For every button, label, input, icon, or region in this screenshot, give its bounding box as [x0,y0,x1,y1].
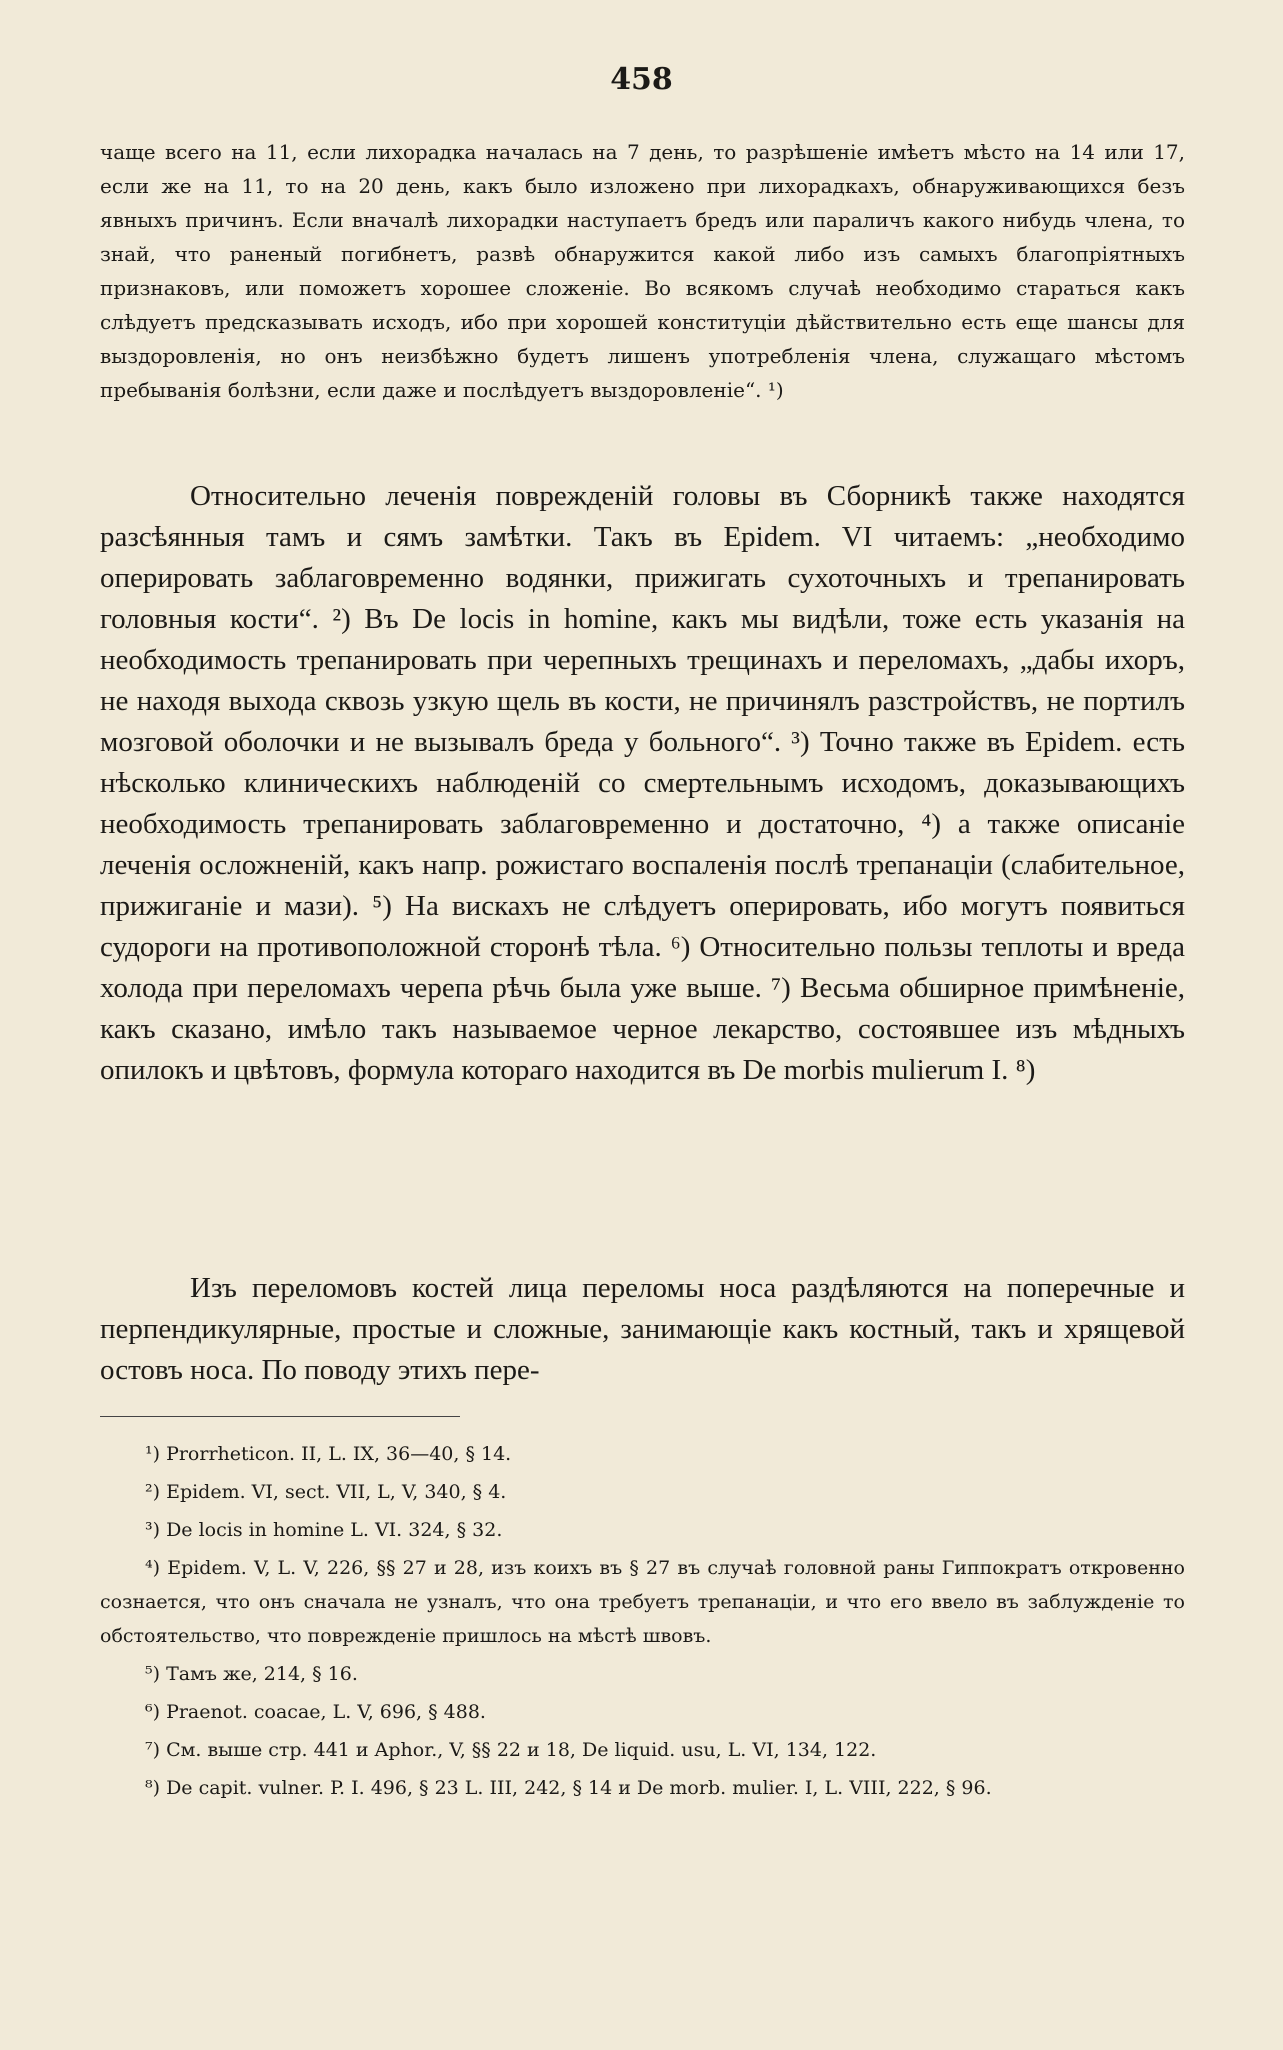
footnote-5: ⁵) Тамъ же, 214, § 16. [145,1663,358,1685]
paragraph-1: чаще всего на 11, если лихорадка началась на 7 день, то разрѣшеніе имѣетъ мѣсто на 14 или 17, если же на 11, то на 20 день, какъ было изложено при лихорадкахъ, обнаруживающихся безъ явныхъ причинъ. Если вначалѣ лихорадки наступаетъ бредъ или параличъ какого нибудь члена, то знай, что раненый погибнетъ, развѣ обнаружится какой либо изъ самыхъ благопріятныхъ признаковъ, или поможетъ хорошее сложеніе. Во всякомъ случаѣ необходимо стараться какъ слѣдуетъ предсказывать исходъ, ибо при хорошей конституціи дѣйствительно есть еще шансы для выздоровленія, но онъ неизбѣжно будетъ лишенъ употребленія члена, служащаго мѣстомъ пребыванія болѣзни, если даже и послѣдуетъ выздоровленіе“. ¹) [100,140,1185,402]
footnote-8: ⁸) De capit. vulner. P. I. 496, § 23 L. III, 242, § 14 и De morb. mulier. I, L. VIII, 222, § 96. [145,1777,992,1799]
footnote-4: ⁴) Epidem. V, L. V, 226, §§ 27 и 28, изъ коихъ въ § 27 въ случаѣ головной раны Гиппократъ откровенно сознается, что онъ сначала не узналъ, что она требуетъ трепанаціи, и что его ввело въ заблужденіе то обстоятельство, что поврежденіе пришлось на мѣстѣ швовъ. [100,1557,1185,1647]
footnote-divider [100,1416,460,1417]
page-number: 458 [610,62,673,97]
footnote-7: ⁷) См. выше стр. 441 и Aphor., V, §§ 22 и 18, De liquid. usu, L. VI, 134, 122. [145,1739,877,1761]
footnote-3: ³) De locis in homine L. VI. 324, § 32. [145,1519,503,1541]
paragraph-2: Относительно леченія поврежденій головы въ Сборникѣ также находятся разсѣянныя тамъ и сямъ замѣтки. Такъ въ Epidem. VI читаемъ: „необходимо оперировать заблаговременно водянки, прижигать сухоточныхъ и трепанировать головныя кости“. ²) Въ De locis in homine, какъ мы видѣли, тоже есть указанія на необходимость трепанировать при черепныхъ трещинахъ и переломахъ, „дабы ихоръ, не находя выхода сквозь узкую щель въ кости, не причинялъ разстройствъ, не портилъ мозговой оболочки и не вызывалъ бреда у больного“. ³) Точно также въ Epidem. есть нѣсколько клиническихъ наблюденій со смертельнымъ исходомъ, доказывающихъ необходимость трепанировать заблаговременно и достаточно, ⁴) а также описаніе леченія осложненій, какъ напр. рожистаго воспаленія послѣ трепанаціи (слабительное, прижиганіе и мази). ⁵) На вискахъ не слѣдуетъ оперировать, ибо могутъ появиться судороги на противоположной сторонѣ тѣла. ⁶) Относительно пользы теплоты и вреда холода при переломахъ черепа рѣчь была уже выше. ⁷) Весьма обширное примѣненіе, какъ сказано, имѣло такъ называемое черное лекарство, состоявшее изъ мѣдныхъ опилокъ и цвѣтовъ, формула котораго находится въ De morbis mulierum I. ⁸) [100,480,1185,1086]
footnote-2: ²) Epidem. VI, sect. VII, L, V, 340, § 4. [145,1481,507,1503]
footnote-6: ⁶) Praenot. coacae, L. V, 696, § 488. [145,1701,486,1723]
footnote-1: ¹) Prorrheticon. II, L. IX, 36—40, § 14. [145,1443,512,1465]
footnotes [100,1437,1185,1809]
paragraph-3: Изъ переломовъ костей лица переломы носа раздѣляются на поперечные и перпендикулярные, простые и сложные, занимающіе какъ костный, такъ и хрящевой остовъ носа. По поводу этихъ пере- [100,1272,1185,1386]
